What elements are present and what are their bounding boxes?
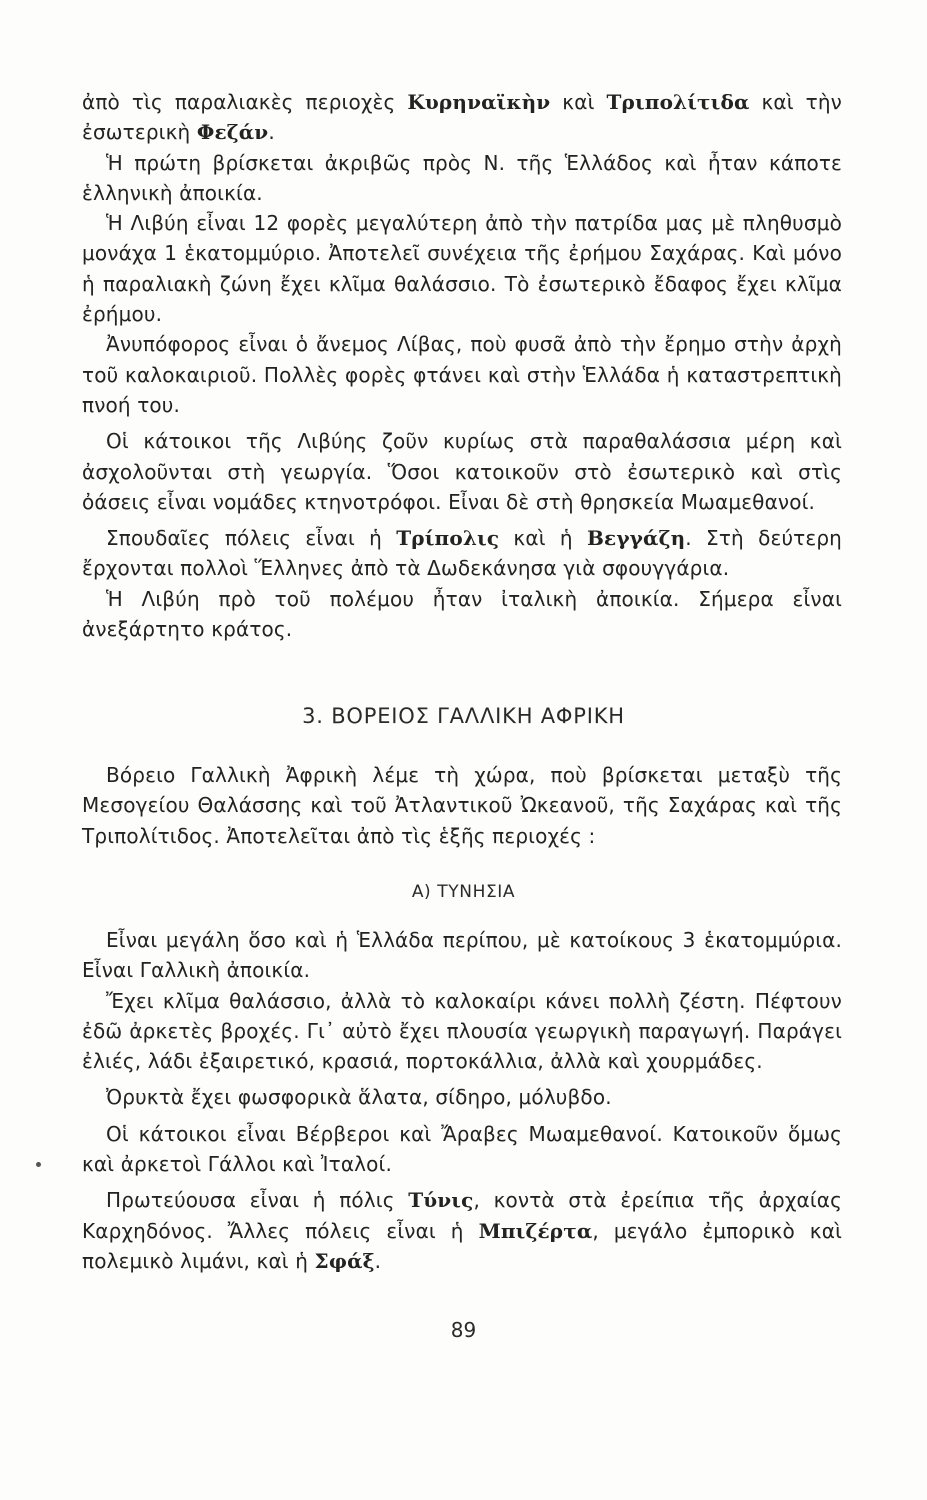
paragraph-size-climate: Ἡ Λιβύη εἶναι 12 φορὲς μεγαλύτερη ἀπὸ τὴν πατρίδα μας μὲ πληθυσμὸ μονάχα 1 ἑκατομμύριο. Ἀποτελεῖ συνέχεια τῆς ἐρήμου Σαχάρας. Καὶ μόνο ἡ παραλιακὴ ζώνη ἔχει κλῖμα θαλάσσιο. Τὸ ἐσωτερικὸ ἔδαφος ἔχει κλῖμα ἐρήμου. (82, 211, 842, 327)
city-name-tripoli: Τρίπολις (396, 526, 500, 551)
paragraph-tunisia-size: Εἶναι μεγάλη ὅσο καὶ ἡ Ἑλλάδα περίπου, μὲ κατοίκους 3 ἑκατομμύρια. Εἶναι Γαλλικὴ ἀποικία. (82, 928, 842, 983)
city-name-sfax: Σφάξ (314, 1248, 375, 1273)
city-name-benghazi: Βεγγάζη (586, 526, 686, 551)
paragraph-wind: Ἀνυπόφορος εἶναι ὁ ἄνεμος Λίβας, ποὺ φυσᾶ ἀπὸ τὴν ἔρημο στὴν ἀρχὴ τοῦ καλοκαιριοῦ. Πολλὲς φορὲς φτάνει καὶ στὴν Ἑλλάδα ἡ καταστρεπτικὴ πνοή του. (82, 332, 842, 417)
paragraph-intro: Βόρειο Γαλλικὴ Ἀφρικὴ λέμε τὴ χώρα, ποὺ βρίσκεται μεταξὺ τῆς Μεσογείου Θαλάσσης καὶ τοῦ Ἀτλαντικοῦ Ὠκεανοῦ, τῆς Σαχάρας καὶ τῆς Τριπολίτιδος. Ἀποτελεῖται ἀπὸ τὶς ἑξῆς περιοχές : (82, 763, 842, 848)
paragraph-first-region: Ἡ πρώτη βρίσκεται ἀκριβῶς πρὸς Ν. τῆς Ἑλλάδος καὶ ἦταν κάποτε ἑλληνικὴ ἀποικία. (82, 150, 842, 205)
print-speck (36, 1162, 41, 1167)
city-name-tunis: Τύνις (408, 1188, 474, 1213)
city-name-bizerte: Μπιζέρτα (478, 1218, 593, 1243)
libya-section (82, 87, 842, 644)
tunisia-section (82, 925, 842, 1276)
paragraph-cities: Σπουδαῖες πόλεις εἶναι ἡ Τρίπολις καὶ ἡ Βεγγάζη. Στὴ δεύτερη ἔρχονται πολλοὶ Ἕλληνες ἀπὸ τὰ Δωδεκάνησα γιὰ σφουγγάρια. (82, 526, 842, 581)
place-name-tripolitania: Τριπολίτιδα (606, 90, 750, 114)
section-heading: 3. ΒΟΡΕΙΟΣ ΓΑΛΛΙΚΗ ΑΦΡΙΚΗ (302, 704, 625, 728)
paragraph-tunisia-cities: Πρωτεύουσα εἶναι ἡ πόλις Τύνις, κοντὰ στὰ ἐρείπια τῆς ἀρχαίας Καρχηδόνος. Ἄλλες πόλεις εἶναι ἡ Μπιζέρτα, μεγάλο ἐμπορικὸ καὶ πολεμικὸ λιμάνι, καὶ ἡ Σφάξ. (82, 1188, 843, 1273)
paragraph-inhabitants: Οἱ κάτοικοι τῆς Λιβύης ζοῦν κυρίως στὰ παραθαλάσσια μέρη καὶ ἀσχολοῦνται στὴ γεωργία. Ὅσοι κατοικοῦν στὸ ἐσωτερικὸ καὶ στὶς ὀάσεις εἶναι νομάδες κτηνοτρόφοι. Εἶναι δὲ στὴ θρησκεία Μωαμεθανοί. (82, 429, 842, 514)
paragraph-independence: Ἡ Λιβύη πρὸ τοῦ πολέμου ἦταν ἰταλικὴ ἀποικία. Σήμερα εἶναι ἀνεξάρτητο κράτος. (82, 586, 842, 642)
paragraph-minerals: Ὀρυκτὰ ἔχει φωσφορικὰ ἅλατα, σίδηρο, μόλυβδο. (106, 1085, 612, 1110)
subsection-heading: Α) ΤΥΝΗΣΙΑ (411, 882, 516, 902)
place-name-cyrenaica: Κυρηναϊκὴν (407, 90, 551, 114)
paragraph-tunisia-people: Οἱ κάτοικοι εἶναι Βέρβεροι καὶ Ἄραβες Μωαμεθανοί. Κατοικοῦν ὅμως καὶ ἀρκετοὶ Γάλλοι καὶ Ἰταλοί. (82, 1121, 842, 1177)
north-africa-intro (82, 760, 842, 851)
page-number: 89 (450, 1318, 477, 1342)
paragraph-regions: ἀπὸ τὶς παραλιακὲς περιοχὲς Κυρηναϊκὴν καὶ Τριπολίτιδα καὶ τὴν ἐσωτερικὴ Φεζάν. (82, 90, 842, 145)
place-name-fezzan: Φεζάν (196, 120, 269, 145)
paragraph-tunisia-climate: Ἔχει κλῖμα θαλάσσιο, ἀλλὰ τὸ καλοκαίρι κάνει πολλὴ ζέστη. Πέφτουν ἐδῶ ἀρκετὲς βροχές. Γι᾿ αὐτὸ ἔχει πλουσία γεωργικὴ παραγωγή. Παράγει ἐλιές, λάδι ἐξαιρετικό, κρασιά, πορτοκάλλια, ἀλλὰ καὶ χουρμάδες. (82, 988, 842, 1074)
